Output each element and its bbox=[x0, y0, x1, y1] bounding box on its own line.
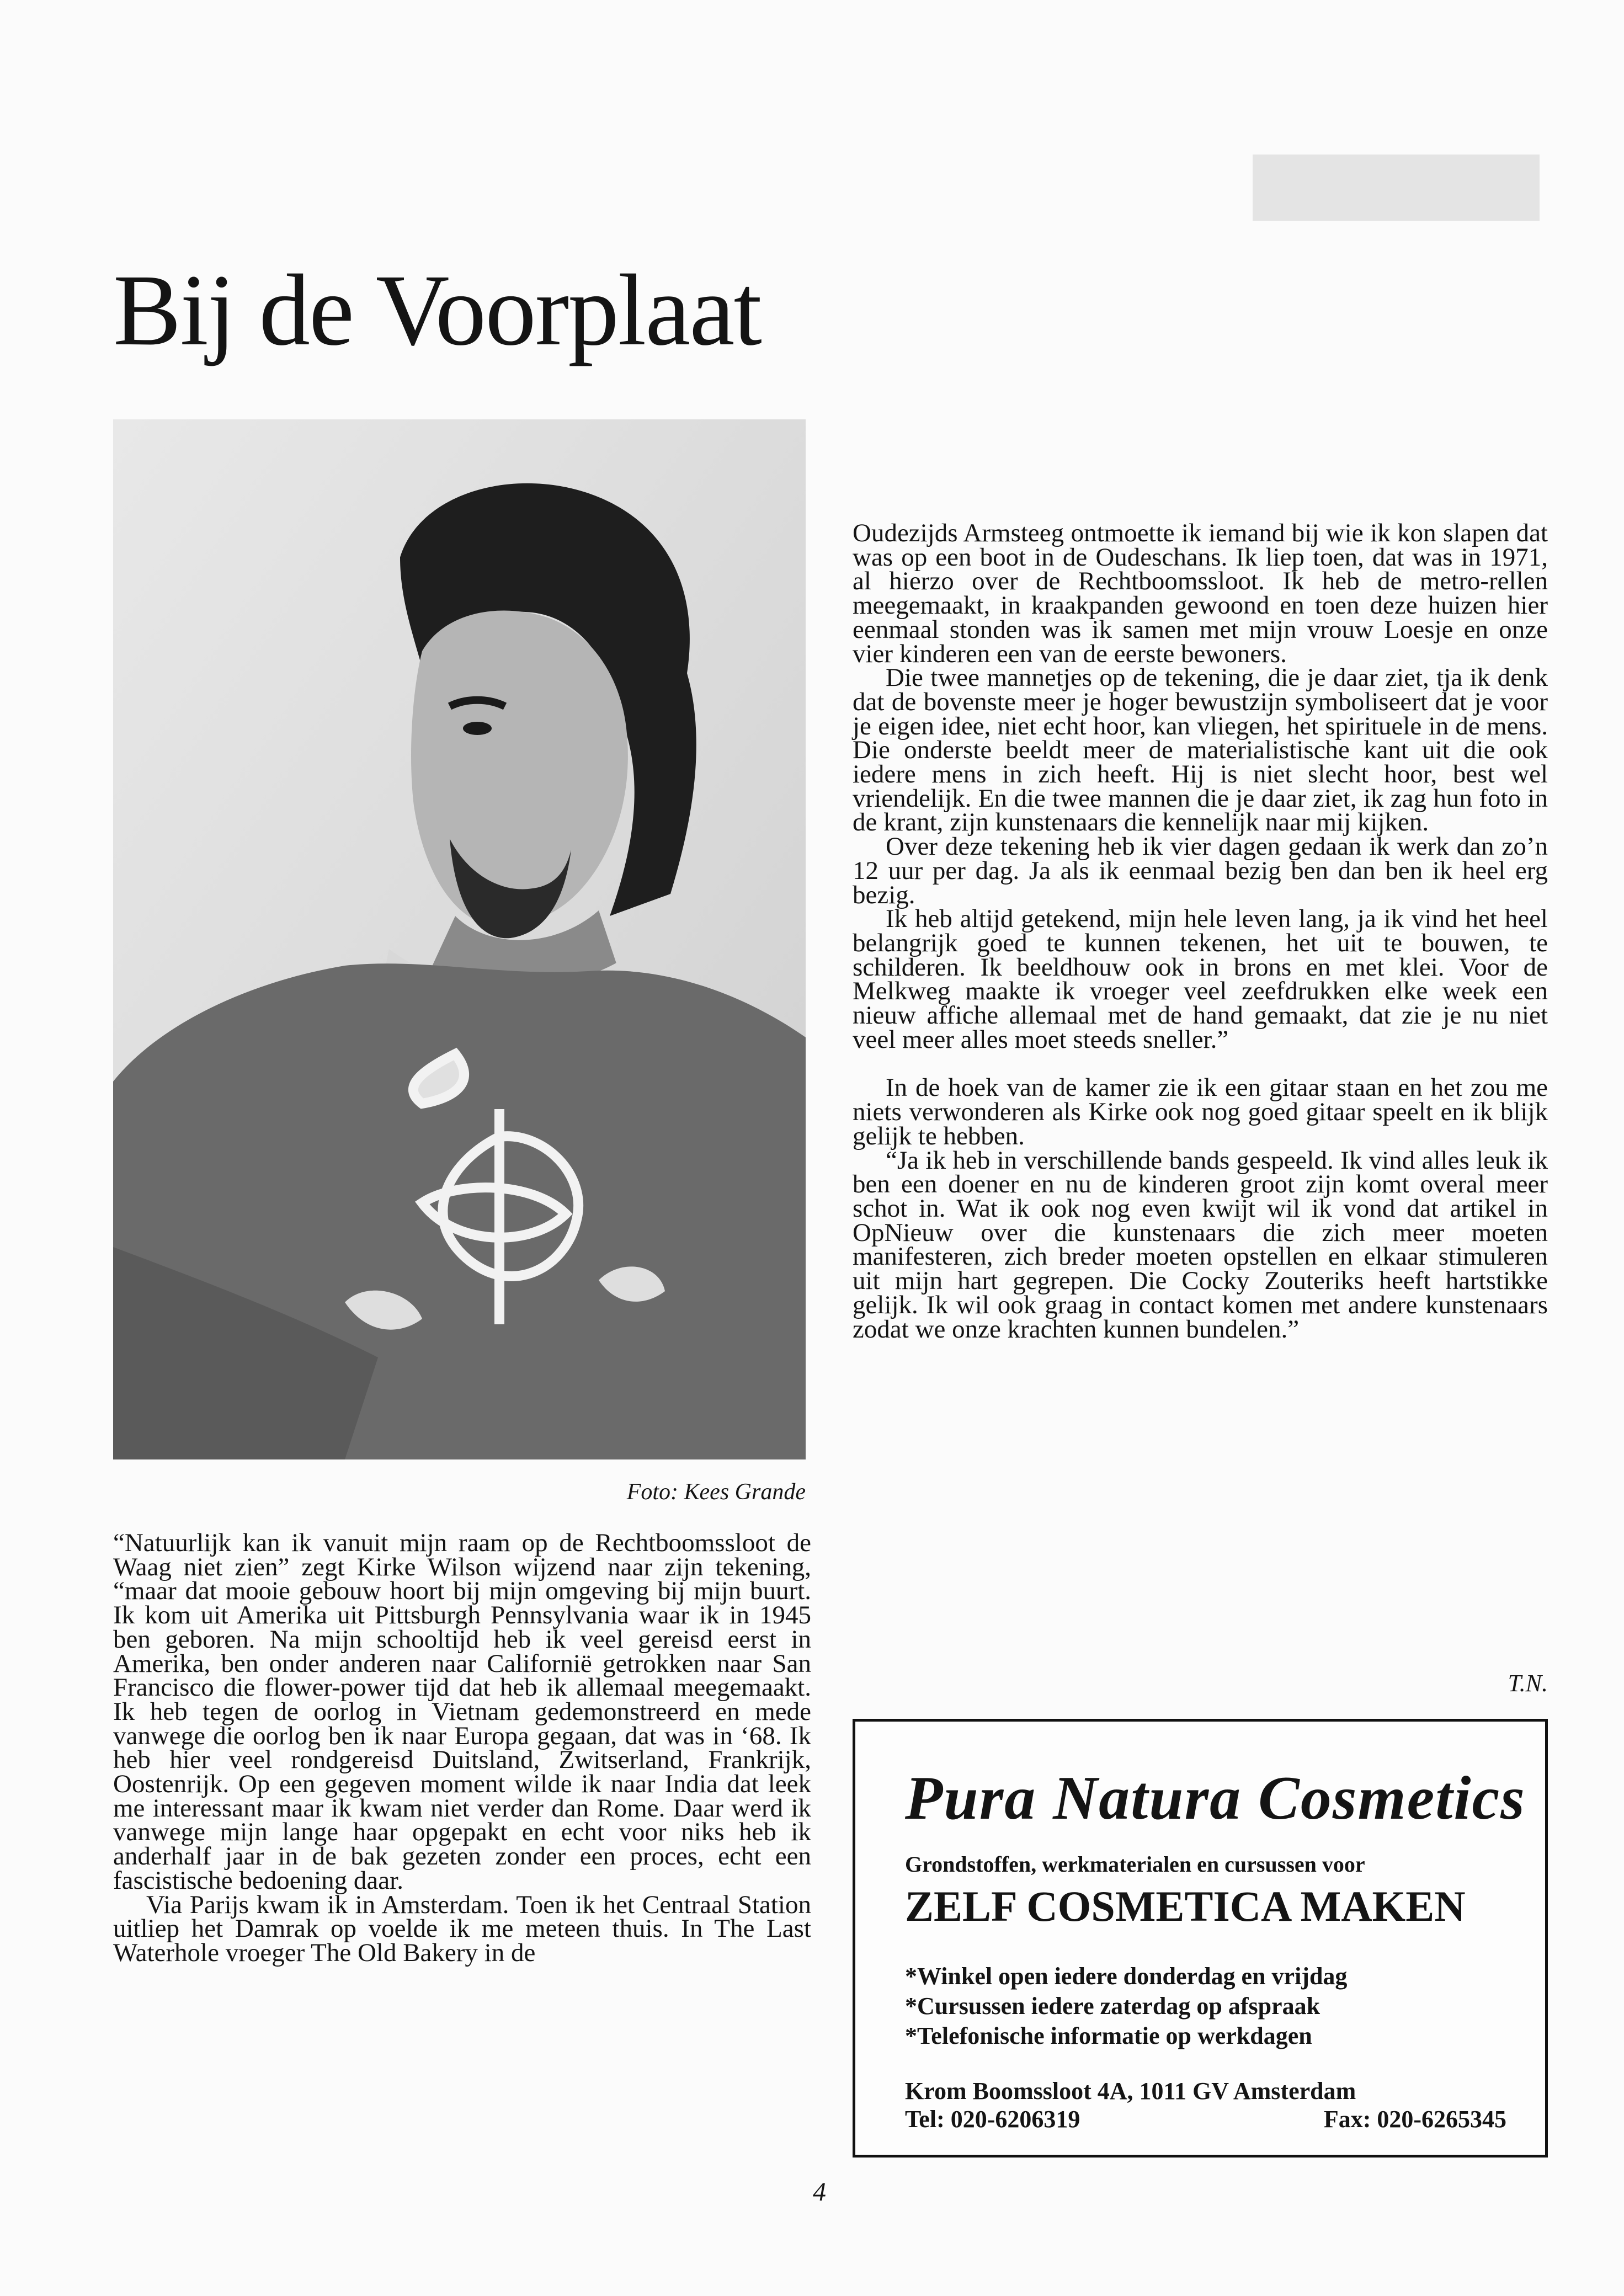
page-title: Bij de Voorplaat bbox=[113, 254, 761, 367]
paragraph: Oudezijds Armsteeg ontmoette ik iemand bij wie ik kon slapen dat was op een boot in de Oudeschans. Ik liep toen, dat was in 1971, al hierzo over de Rechtboomssloot. Ik heb de metro-rellen meegemaakt, in kraakpanden gewoond en toen deze huizen hier eenmaal stonden was ik samen met mijn vrouw Loesje en onze vier kinderen een van de eerste bewoners. bbox=[853, 519, 1548, 668]
ad-address: Krom Boomssloot 4A, 1011 GV Amsterdam bbox=[905, 2077, 1356, 2105]
photo-caption: Foto: Kees Grande bbox=[626, 1479, 806, 1505]
paragraph: Over deze tekening heb ik vier dagen gedaan ik werk dan zo’n 12 uur per dag. Ja als ik eenmaal bezig ben dan ben ik heel erg bezig. bbox=[853, 832, 1548, 909]
ad-bullet: *Cursussen iedere zaterdag op afspraak bbox=[905, 1993, 1321, 2020]
ad-telephone: Tel: 020-6206319 bbox=[905, 2106, 1080, 2133]
ad-headline: ZELF COSMETICA MAKEN bbox=[905, 1882, 1466, 1930]
show-through-ghost bbox=[1253, 149, 1540, 232]
ad-bullet: *Winkel open iedere donderdag en vrijdag bbox=[905, 1963, 1348, 1990]
paragraph: Via Parijs kwam ik in Amsterdam. Toen ik het Centraal Station uitliep het Damrak op voelde ik me meteen thuis. In The Last Waterhole vroeger The Old Bakery in de bbox=[113, 1890, 811, 1967]
portrait-photo bbox=[113, 419, 806, 1459]
paragraph: “Ja ik heb in verschillende bands gespeeld. Ik vind alles leuk ik ben een doener en nu de kinderen groot zijn komt overal meer schot in. Wat ik ook nog even kwijt wil ik vond dat artikel in OpNieuw over die kunstenaars die zich meer moeten manifesteren, zich breder moeten opstellen en elkaar stimuleren uit mijn hart gegrepen. Die Cocky Zouteriks heeft hartstikke gelijk. Ik wil ook graag in contact komen met andere kunstenaars zodat we onze krachten kunnen bundelen.” bbox=[853, 1146, 1548, 1344]
paragraph: Ik heb altijd getekend, mijn hele leven lang, ja ik vind het heel belangrijk goed te kunnen tekenen, het uit te bouwen, te schilderen. Ik beeldhouw ook in brons en met klei. Voor de Melkweg maakte ik vroeger veel zeefdrukken elke week een nieuw affiche allemaal met de hand gemaakt, dat zie je nu niet veel meer alles moet steeds sneller.” bbox=[853, 904, 1548, 1054]
paragraph: In de hoek van de kamer zie ik een gitaar staan en het zou me niets verwonderen als Kirke ook nog goed gitaar speelt en ik blijk gelijk te hebben. bbox=[853, 1073, 1548, 1150]
ad-bullet: *Telefonische informatie op werkdagen bbox=[905, 2022, 1312, 2049]
page-number: 4 bbox=[813, 2177, 826, 2207]
paragraph: “Natuurlijk kan ik vanuit mijn raam op de Rechtboomssloot de Waag niet zien” zegt Kirke Wilson wijzend naar zijn tekening, “maar dat mooie gebouw hoort bij mijn omgeving bij mijn buurt. Ik kom uit Amerika uit Pittsburgh Pennsylvania waar ik in 1945 ben geboren. Na mijn schooltijd heb ik veel gereisd eerst in Amerika, ben onder anderen naar Californië getrokken naar San Francisco die flower-power tijd dat heb ik allemaal meegemaakt. Ik heb tegen de oorlog in Vietnam gedemonstreerd en mede vanwege die oorlog ben ik naar Europa gegaan, dat was in ‘68. Ik heb hier veel rondgereisd Duitsland, Zwitserland, Frankrijk, Oostenrijk. Op een gegeven moment wilde ik naar India dat leek me interessant maar ik kwam niet verder dan Rome. Daar werd ik vanwege mijn lange haar opgepakt en echt voor niks heb ik anderhalf jaar in de bak gezeten zonder een proces, echt een fascistische bedoening daar. bbox=[113, 1528, 811, 1895]
article-left-column bbox=[113, 1528, 811, 1967]
ad-subtitle: Grondstoffen, werkmaterialen en cursussen voor bbox=[905, 1852, 1365, 1877]
paragraph: Die twee mannetjes op de tekening, die je daar ziet, tja ik denk dat de bovenste meer je hoger bewustzijn symboliseert dat je voor je eigen idee, niet echt hoor, kan vliegen, het spirituele in de mens. Die onderste beeldt meer de materialistische kant uit die ook iedere mens in zich heeft. Hij is niet slecht hoor, best wel vriendelijk. En die twee mannen die je daar ziet, ik zag hun foto in de krant, zijn kunstenaars die kennelijk naar mij kijken. bbox=[853, 663, 1548, 837]
advertisement-box bbox=[853, 1719, 1548, 2158]
ad-bullet-list bbox=[905, 1962, 1347, 2051]
author-signature: T.N. bbox=[1508, 1670, 1548, 1697]
ad-brand-name: Pura Natura Cosmetics bbox=[905, 1764, 1526, 1832]
article-right-column bbox=[853, 519, 1548, 1344]
ad-fax: Fax: 020-6265345 bbox=[1323, 2106, 1506, 2133]
